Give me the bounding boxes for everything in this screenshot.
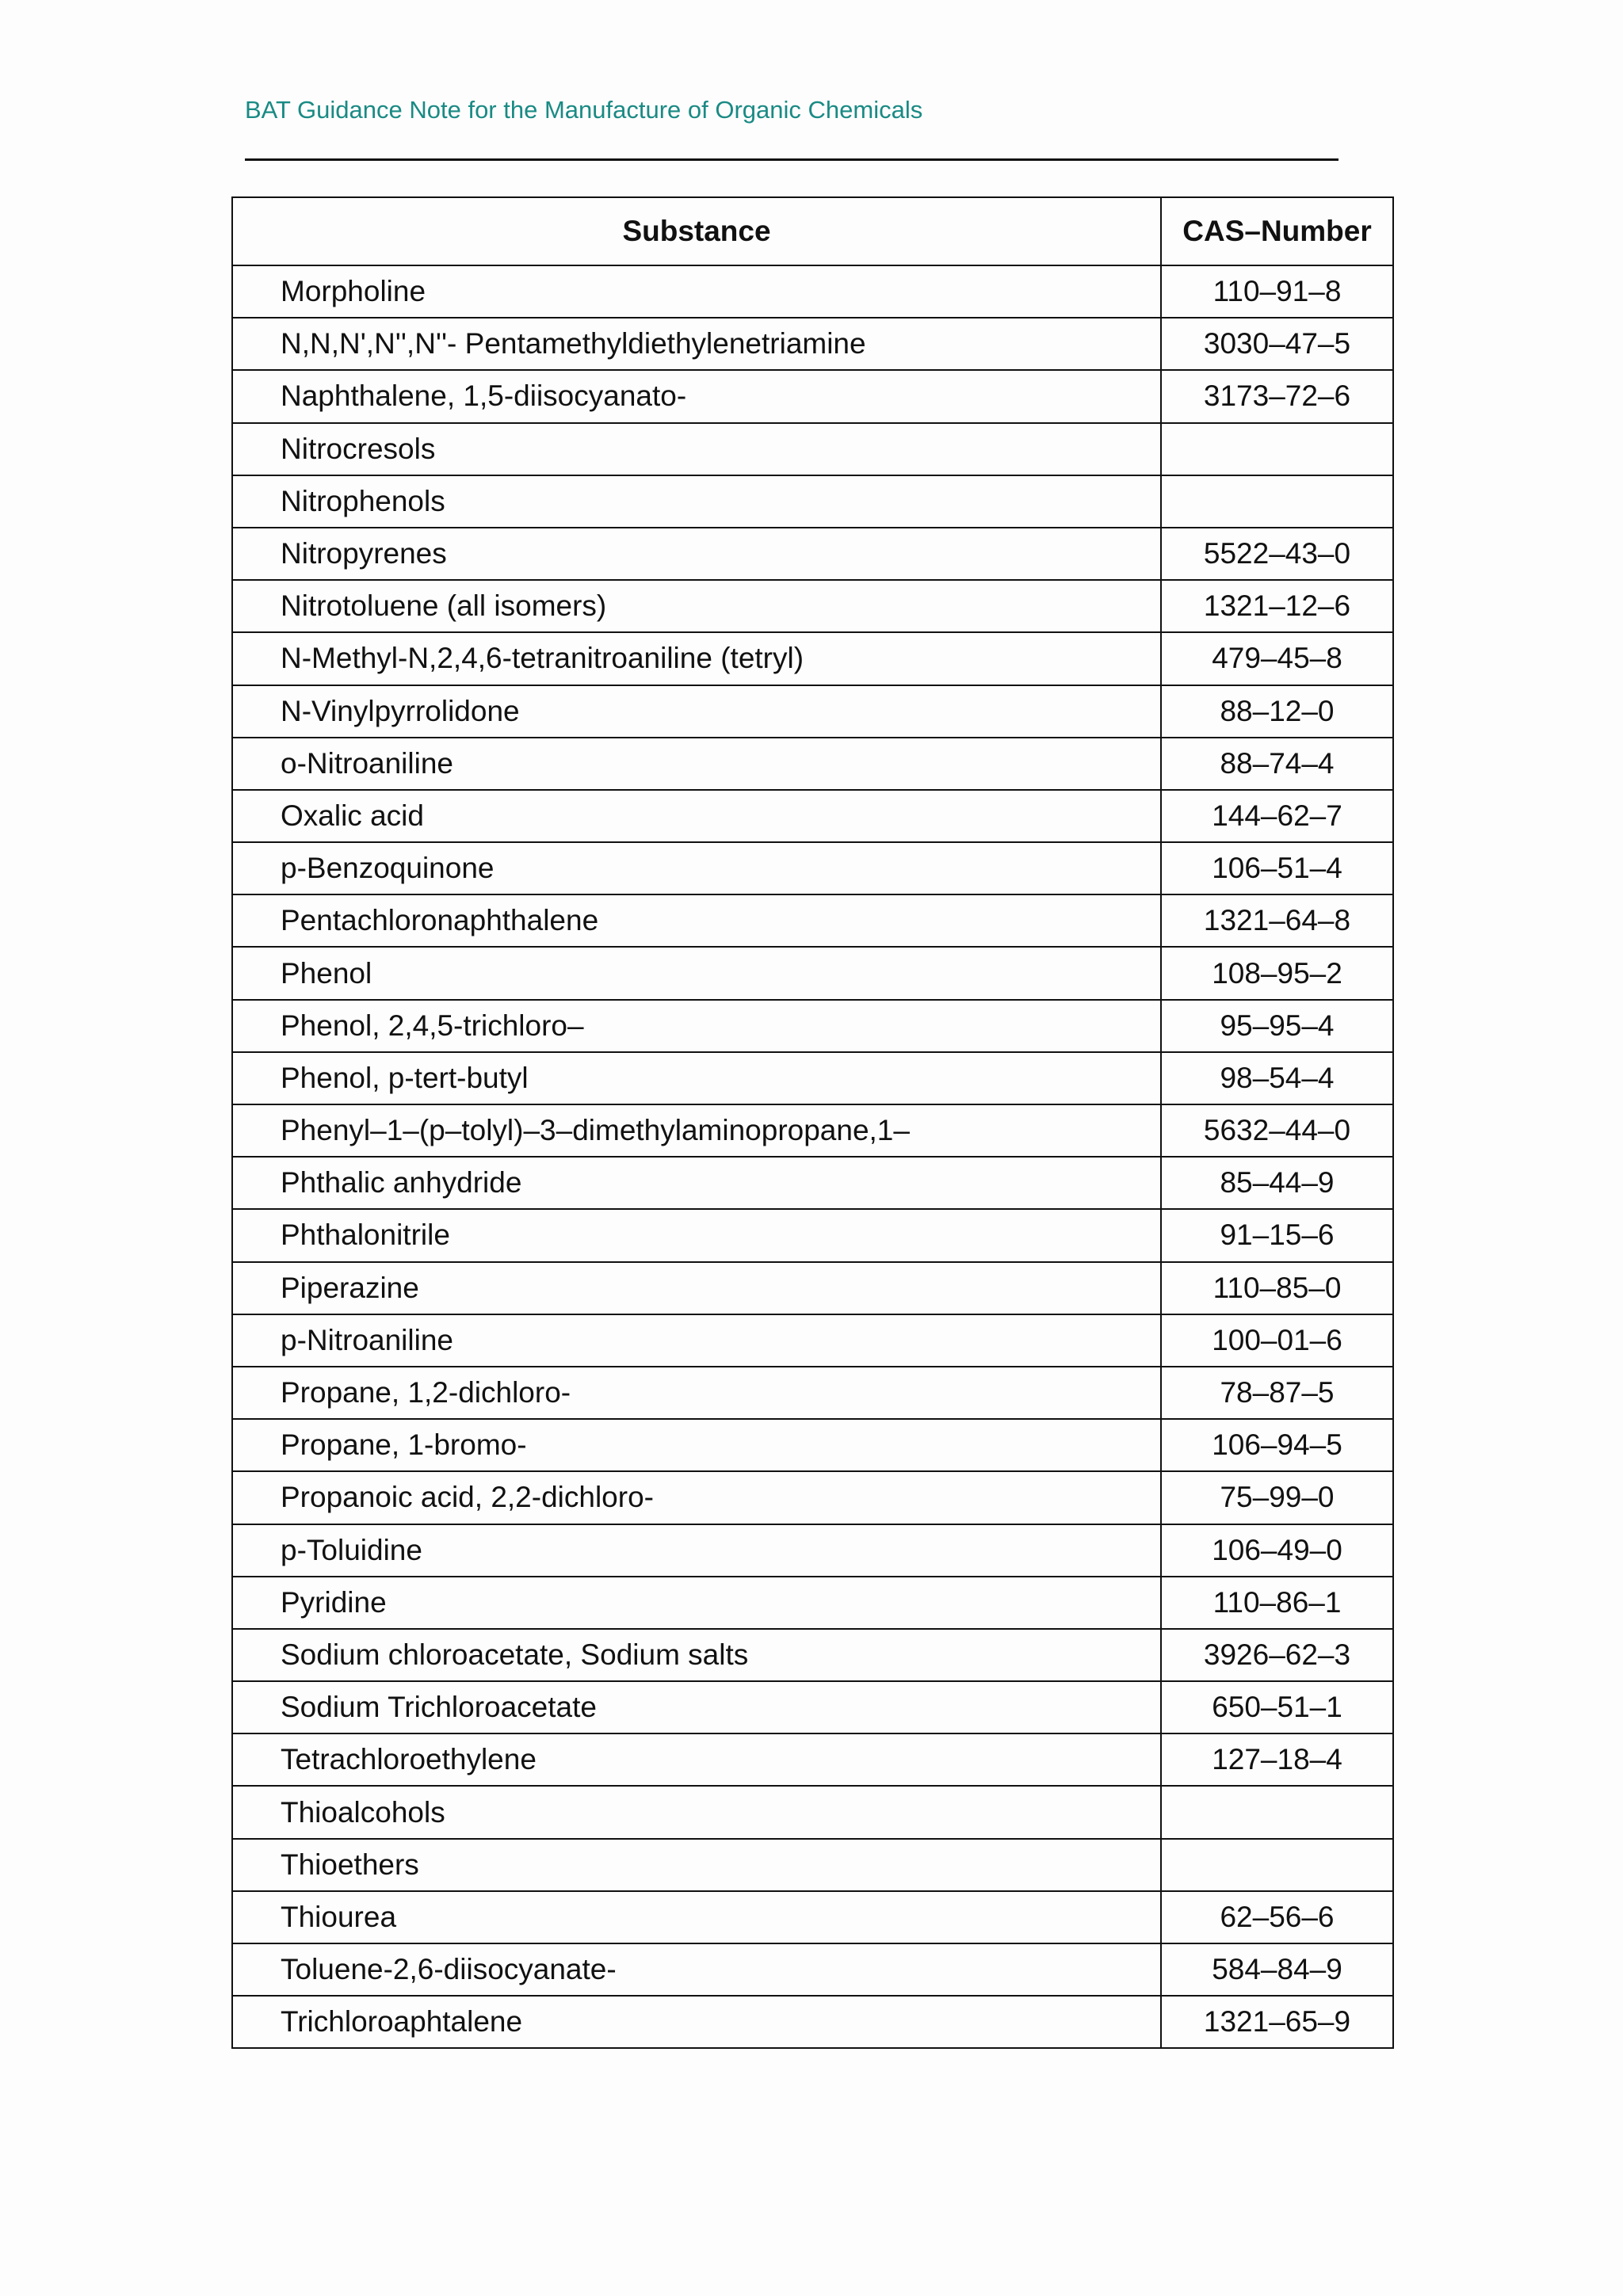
table-row	[232, 1786, 1393, 1838]
substance-cell: Sodium chloroacetate, Sodium salts	[232, 1629, 1161, 1681]
table-row	[232, 1419, 1393, 1471]
cas-number-cell: 62–56–6	[1161, 1891, 1393, 1943]
cas-number-cell: 106–94–5	[1161, 1419, 1393, 1471]
cas-number-cell: 144–62–7	[1161, 790, 1393, 842]
table-row	[232, 1157, 1393, 1209]
substance-cell: Phenol	[232, 947, 1161, 999]
table-row	[232, 842, 1393, 894]
substance-cell: Thioethers	[232, 1839, 1161, 1891]
cas-number-cell: 110–91–8	[1161, 265, 1393, 318]
substance-table	[231, 196, 1394, 2049]
substance-cell: N,N,N',N'',N''- Pentamethyldiethylenetriamine	[232, 318, 1161, 370]
column-header-cas-number: CAS–Number	[1161, 197, 1393, 265]
substance-cell: Nitrotoluene (all isomers)	[232, 580, 1161, 632]
cas-number-cell: 108–95–2	[1161, 947, 1393, 999]
column-header-substance: Substance	[232, 197, 1161, 265]
table-row	[232, 947, 1393, 999]
cas-number-cell: 110–86–1	[1161, 1577, 1393, 1629]
cas-number-cell: 3926–62–3	[1161, 1629, 1393, 1681]
cas-number-cell: 1321–12–6	[1161, 580, 1393, 632]
substance-cell: Toluene-2,6-diisocyanate-	[232, 1943, 1161, 1996]
substance-cell: Thiourea	[232, 1891, 1161, 1943]
cas-number-cell: 106–49–0	[1161, 1524, 1393, 1577]
substance-cell: Nitrocresols	[232, 423, 1161, 475]
cas-number-cell: 78–87–5	[1161, 1367, 1393, 1419]
cas-number-cell: 5632–44–0	[1161, 1104, 1393, 1157]
table-row	[232, 318, 1393, 370]
table-row	[232, 1524, 1393, 1577]
cas-number-cell: 650–51–1	[1161, 1681, 1393, 1733]
substance-cell: Naphthalene, 1,5-diisocyanato-	[232, 370, 1161, 422]
table-row	[232, 1471, 1393, 1524]
substance-cell: o-Nitroaniline	[232, 738, 1161, 790]
table-row	[232, 1000, 1393, 1052]
cas-number-cell: 1321–64–8	[1161, 894, 1393, 947]
substance-cell: N-Methyl-N,2,4,6-tetranitroaniline (tetryl)	[232, 632, 1161, 685]
header-divider	[245, 158, 1338, 161]
cas-number-cell: 98–54–4	[1161, 1052, 1393, 1104]
table-body	[232, 265, 1393, 2048]
table-row	[232, 370, 1393, 422]
cas-number-cell: 88–12–0	[1161, 685, 1393, 738]
table-row	[232, 790, 1393, 842]
table-header-row	[232, 197, 1393, 265]
table-row	[232, 685, 1393, 738]
cas-number-cell: 91–15–6	[1161, 1209, 1393, 1261]
substance-cell: Pentachloronaphthalene	[232, 894, 1161, 947]
substance-cell: Oxalic acid	[232, 790, 1161, 842]
cas-number-cell: 3030–47–5	[1161, 318, 1393, 370]
table-row	[232, 1733, 1393, 1786]
substance-cell: Pyridine	[232, 1577, 1161, 1629]
cas-number-cell: 5522–43–0	[1161, 528, 1393, 580]
substance-cell: Phenol, 2,4,5-trichloro–	[232, 1000, 1161, 1052]
table-row	[232, 632, 1393, 685]
table-row	[232, 1314, 1393, 1367]
substance-cell: Propanoic acid, 2,2-dichloro-	[232, 1471, 1161, 1524]
substance-cell: Phthalic anhydride	[232, 1157, 1161, 1209]
substance-cell: Propane, 1,2-dichloro-	[232, 1367, 1161, 1419]
cas-number-cell: 1321–65–9	[1161, 1996, 1393, 2048]
substance-cell: Piperazine	[232, 1262, 1161, 1314]
table-row	[232, 1891, 1393, 1943]
table-row	[232, 1681, 1393, 1733]
substance-cell: Sodium Trichloroacetate	[232, 1681, 1161, 1733]
table-row	[232, 1367, 1393, 1419]
substance-cell: p-Nitroaniline	[232, 1314, 1161, 1367]
substance-cell: Phthalonitrile	[232, 1209, 1161, 1261]
substance-cell: Nitrophenols	[232, 475, 1161, 528]
table-row	[232, 1209, 1393, 1261]
substance-cell: Phenol, p-tert-butyl	[232, 1052, 1161, 1104]
substance-cell: Thioalcohols	[232, 1786, 1161, 1838]
substance-cell: N-Vinylpyrrolidone	[232, 685, 1161, 738]
table-row	[232, 1104, 1393, 1157]
substance-cell: Nitropyrenes	[232, 528, 1161, 580]
cas-number-cell: 85–44–9	[1161, 1157, 1393, 1209]
table-row	[232, 1262, 1393, 1314]
cas-number-cell	[1161, 1786, 1393, 1838]
cas-number-cell: 75–99–0	[1161, 1471, 1393, 1524]
cas-number-cell: 100–01–6	[1161, 1314, 1393, 1367]
table-row	[232, 1839, 1393, 1891]
table-row	[232, 1629, 1393, 1681]
table-row	[232, 423, 1393, 475]
substance-cell: p-Benzoquinone	[232, 842, 1161, 894]
substance-cell: Trichloroaphtalene	[232, 1996, 1161, 2048]
cas-number-cell: 88–74–4	[1161, 738, 1393, 790]
table-row	[232, 1943, 1393, 1996]
cas-number-cell: 127–18–4	[1161, 1733, 1393, 1786]
table-row	[232, 894, 1393, 947]
cas-number-cell: 3173–72–6	[1161, 370, 1393, 422]
table-row	[232, 528, 1393, 580]
cas-number-cell	[1161, 423, 1393, 475]
substance-cell: Propane, 1-bromo-	[232, 1419, 1161, 1471]
table-row	[232, 580, 1393, 632]
table-row	[232, 1577, 1393, 1629]
cas-number-cell	[1161, 475, 1393, 528]
cas-number-cell: 479–45–8	[1161, 632, 1393, 685]
cas-number-cell: 106–51–4	[1161, 842, 1393, 894]
substance-cell: Tetrachloroethylene	[232, 1733, 1161, 1786]
substance-cell: Morpholine	[232, 265, 1161, 318]
cas-number-cell: 95–95–4	[1161, 1000, 1393, 1052]
cas-number-cell	[1161, 1839, 1393, 1891]
table-row	[232, 475, 1393, 528]
substance-cell: Phenyl–1–(p–tolyl)–3–dimethylaminopropane,1–	[232, 1104, 1161, 1157]
table-row	[232, 738, 1393, 790]
table-row	[232, 1052, 1393, 1104]
table-row	[232, 1996, 1393, 2048]
cas-number-cell: 584–84–9	[1161, 1943, 1393, 1996]
document-header-title: BAT Guidance Note for the Manufacture of Organic Chemicals	[245, 96, 923, 124]
substance-cell: p-Toluidine	[232, 1524, 1161, 1577]
table-row	[232, 265, 1393, 318]
cas-number-cell: 110–85–0	[1161, 1262, 1393, 1314]
